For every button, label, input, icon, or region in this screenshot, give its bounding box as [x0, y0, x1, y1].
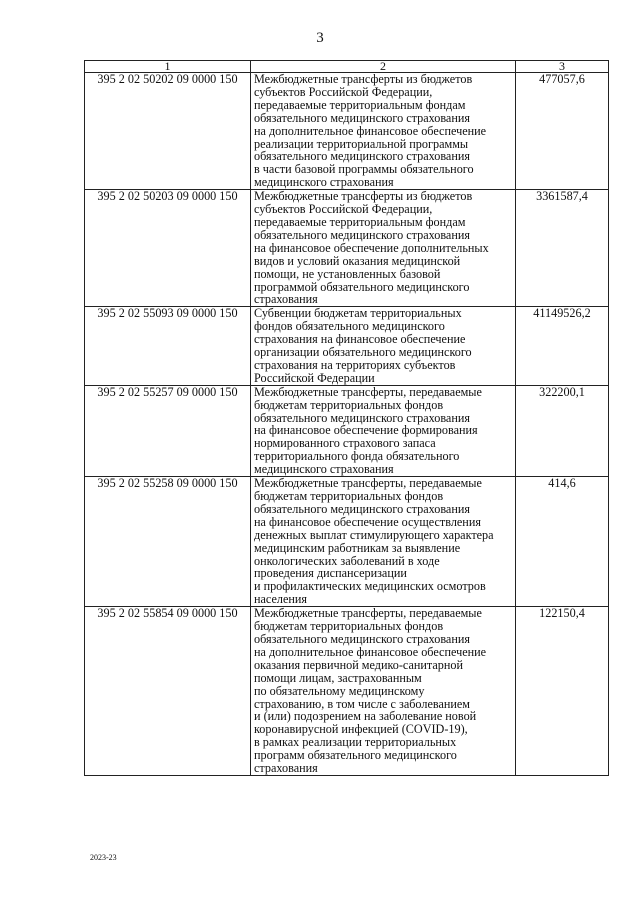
table-row	[85, 190, 609, 307]
amount-cell: 322200,1	[516, 385, 609, 476]
document-id: 2023-23	[90, 853, 117, 862]
table-row	[85, 73, 609, 190]
column-header-description: 2	[251, 61, 516, 73]
page-number: 3	[316, 30, 324, 46]
amount-cell: 477057,6	[516, 73, 609, 190]
column-header-amount: 3	[516, 61, 609, 73]
budget-code-cell: 395 2 02 50202 09 0000 150	[85, 73, 251, 190]
table-row	[85, 477, 609, 607]
amount-cell: 414,6	[516, 477, 609, 607]
amount-cell: 3361587,4	[516, 190, 609, 307]
amount-cell: 122150,4	[516, 607, 609, 776]
budget-code-cell: 395 2 02 50203 09 0000 150	[85, 190, 251, 307]
budget-code-cell: 395 2 02 55854 09 0000 150	[85, 607, 251, 776]
table-row	[85, 307, 609, 385]
description-cell: Межбюджетные трансферты из бюджетов субъектов Российской Федерации, передаваемые территориальным фондам обязательного медицинского страхования на дополнительное финансовое обеспечение реализации территориальной программы обязательного медицинского страхования в части базовой программы обязательного медицинского страхования	[251, 73, 516, 190]
table-header-row	[85, 61, 609, 73]
description-cell: Межбюджетные трансферты, передаваемые бюджетам территориальных фондов обязательного медицинского страхования на дополнительное финансовое обеспечение оказания первичной медико-санитарной помощи лицам, застрахованным по обязательному медицинскому страхованию, в том числе с заболеванием и (или) подозрением на заболевание новой коронавирусной инфекцией (COVID-19), в рамках реализации территориальных программ обязательного медицинского страхования	[251, 607, 516, 776]
budget-code-cell: 395 2 02 55258 09 0000 150	[85, 477, 251, 607]
table-row	[85, 607, 609, 776]
budget-revenue-table	[84, 60, 609, 776]
description-cell: Межбюджетные трансферты из бюджетов субъектов Российской Федерации, передаваемые территориальным фондам обязательного медицинского страхования на финансовое обеспечение дополнительных видов и условий оказания медицинской помощи, не установленных базовой программой обязательного медицинского страхования	[251, 190, 516, 307]
column-header-code: 1	[85, 61, 251, 73]
description-cell: Субвенции бюджетам территориальных фондов обязательного медицинского страхования на финансовое обеспечение организации обязательного медицинского страхования на территориях субъектов Российской Федерации	[251, 307, 516, 385]
description-cell: Межбюджетные трансферты, передаваемые бюджетам территориальных фондов обязательного медицинского страхования на финансовое обеспечение формирования нормированного страхового запаса территориального фонда обязательного медицинского страхования	[251, 385, 516, 476]
table-row	[85, 385, 609, 476]
amount-cell: 41149526,2	[516, 307, 609, 385]
description-cell: Межбюджетные трансферты, передаваемые бюджетам территориальных фондов обязательного медицинского страхования на финансовое обеспечение осуществления денежных выплат стимулирующего характера медицинским работникам за выявление онкологических заболеваний в ходе проведения диспансеризации и профилактических медицинских осмотров населения	[251, 477, 516, 607]
budget-code-cell: 395 2 02 55093 09 0000 150	[85, 307, 251, 385]
budget-code-cell: 395 2 02 55257 09 0000 150	[85, 385, 251, 476]
